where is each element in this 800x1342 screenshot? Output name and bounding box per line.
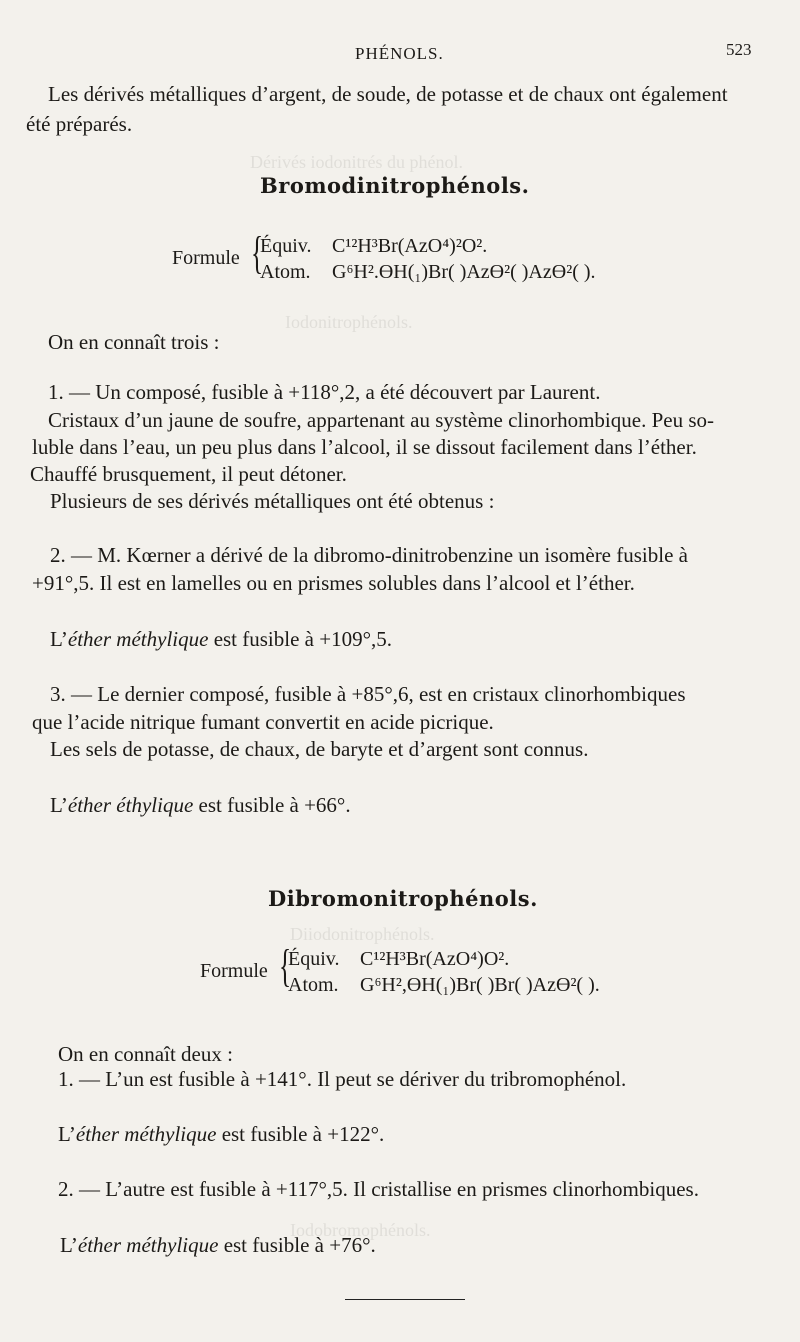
section-heading: Bromodinitrophénols. [260, 173, 530, 198]
equiv-row [288, 948, 509, 971]
paragraph-line: 1. — L’un est fusible à +141°. Il peut se dériver du tribromophénol. [58, 1067, 627, 1091]
ether-name: éther méthylique [67, 627, 209, 651]
paragraph-line: +91°,5. Il est en lamelles ou en prismes solubles dans l’alcool et l’éther. [32, 571, 635, 595]
ether-prefix: L’ [58, 1122, 76, 1146]
running-header-title: PHÉNOLS. [355, 44, 444, 63]
intro-line: été préparés. [26, 112, 133, 136]
paragraph-line: luble dans l’eau, un peu plus dans l’alcool, il se dissout facilement dans l’éther. [32, 435, 697, 459]
formula-label: Formule [172, 247, 240, 269]
section-divider [345, 1299, 465, 1300]
section-heading: Dibromonitrophénols. [268, 886, 538, 911]
paragraph-line [50, 795, 351, 816]
atom-formula: G⁶H².ƟH(₁)Br( )AzƟ²( )AzƟ²( ). [332, 261, 596, 283]
show-through-text: Dérivés iodonitrés du phénol. [250, 152, 463, 172]
equiv-formula: C¹²H³Br(AzO⁴)O². [360, 948, 510, 970]
paragraph-line: Cristaux d’un jaune de soufre, appartenant au système clinorhombique. Peu so- [48, 408, 714, 432]
show-through-text: Iodobromophénols. [290, 1220, 431, 1240]
ether-rest: est fusible à +76°. [218, 1233, 376, 1257]
paragraph-line: Plusieurs de ses dérivés métalliques ont été obtenus : [50, 489, 495, 513]
ether-rest: est fusible à +109°,5. [208, 627, 392, 651]
paragraph-line: On en connaît deux : [58, 1042, 233, 1066]
show-through-text: Iodonitrophénols. [285, 312, 413, 332]
paragraph-line: 1. — Un composé, fusible à +118°,2, a été découvert par Laurent. [48, 380, 601, 404]
paragraph-line [60, 1235, 376, 1256]
ether-rest: est fusible à +66°. [193, 793, 351, 817]
paragraph-line: 2. — M. Kœrner a dérivé de la dibromo-dinitrobenzine un isomère fusible à [50, 543, 688, 567]
brace-symbol: { [250, 227, 264, 278]
atom-row [260, 261, 596, 284]
equiv-formula: C¹²H³Br(AzO⁴)²O². [332, 235, 488, 257]
show-through-text: Diiodonitrophénols. [290, 924, 435, 944]
atom-formula: G⁶H²,ƟH(₁)Br( )Br( )AzƟ²( ). [360, 974, 600, 996]
equiv-row [260, 235, 487, 258]
paragraph-line: 3. — Le dernier composé, fusible à +85°,6, est en cristaux clinorhombiques [50, 682, 686, 706]
ether-name: éther méthylique [75, 1122, 217, 1146]
paragraph-line [58, 1124, 384, 1145]
paragraph-line: Les sels de potasse, de chaux, de baryte et d’argent sont connus. [50, 737, 589, 761]
ether-prefix: L’ [60, 1233, 78, 1257]
ether-prefix: L’ [50, 627, 68, 651]
page-number: 523 [726, 40, 752, 59]
paragraph-line [50, 629, 392, 650]
ether-prefix: L’ [50, 793, 68, 817]
paragraph-line: On en connaît trois : [48, 330, 220, 354]
brace-symbol: { [278, 940, 292, 991]
formula-label: Formule [200, 960, 268, 982]
equiv-label: Équiv. [288, 948, 340, 970]
atom-label: Atom. [260, 261, 311, 283]
atom-row [288, 974, 600, 997]
intro-line: Les dérivés métalliques d’argent, de soude, de potasse et de chaux ont également [48, 82, 728, 106]
paragraph-line: Chauffé brusquement, il peut détoner. [30, 462, 347, 486]
atom-label: Atom. [288, 974, 339, 996]
paragraph-line: que l’acide nitrique fumant convertit en acide picrique. [32, 710, 494, 734]
paragraph-line: 2. — L’autre est fusible à +117°,5. Il cristallise en prismes clinorhombiques. [58, 1177, 699, 1201]
equiv-label: Équiv. [260, 235, 312, 257]
ether-name: éther méthylique [77, 1233, 219, 1257]
ether-name: éther éthylique [67, 793, 194, 817]
ether-rest: est fusible à +122°. [216, 1122, 385, 1146]
